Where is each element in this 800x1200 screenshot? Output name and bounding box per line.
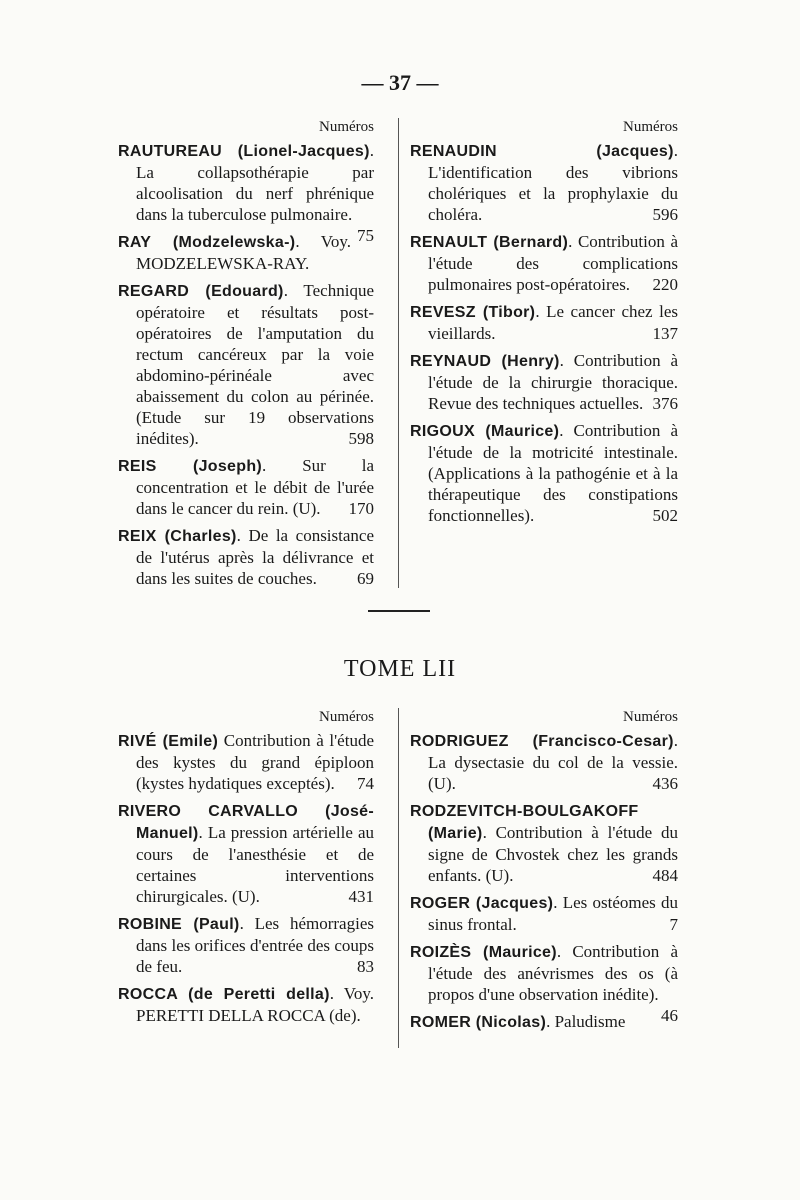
entry-text: . Le cancer chez les vieillards. (428, 302, 678, 343)
entry-text: Contribution à l'étude des kystes du grand épiploon (kystes hydatiques exceptés). (136, 731, 374, 793)
entry-number: 431 (348, 887, 374, 906)
entry-text: . Technique opératoire et résultats post-opératoires de l'amputation du rectum cancéreux par la voie abdomino-périnéale avec abaissement du colon au périnée. (Etude sur 19 observations inédites). (136, 281, 374, 448)
entry-name: ROIZÈS (Maurice) (410, 944, 557, 961)
entry-number: 69 (357, 569, 374, 588)
entry-number: 74 (357, 774, 374, 793)
entry-text: . Sur la concentration et le débit de l'urée dans le cancer du rein. (U). (136, 456, 374, 518)
entry-name: ROMER (Nicolas) (410, 1014, 547, 1031)
entry-text: . Contribution à l'étude des complications pulmonaires post-opératoires. (428, 232, 678, 294)
entry-name: RENAULT (Bernard) (410, 234, 569, 251)
bottom-left-column (118, 708, 374, 1032)
column-divider (398, 118, 399, 588)
entry-text: . La dysectasie du col de la vessie. (U). (428, 731, 678, 793)
entry-name: REIX (Charles) (118, 528, 237, 545)
entry-text: . Contribution à l'étude de la motricité intestinale. (Applications à la pathogénie et à la thérapeutique des constipations fonctionnelles). (428, 421, 678, 525)
tome-heading: TOME LII (343, 656, 457, 682)
index-entry (118, 280, 374, 449)
index-entry (410, 1011, 678, 1033)
numeros-header: Numéros (623, 709, 678, 725)
index-entry (410, 800, 678, 886)
entry-name: ROBINE (Paul) (118, 916, 240, 933)
entry-name: ROCCA (de Peretti della) (118, 986, 330, 1003)
entry-text: . Voy. PERETTI DELLA ROCCA (de). (136, 984, 374, 1025)
entry-text: . Paludisme (546, 1012, 626, 1031)
entry-number: 170 (348, 499, 374, 518)
index-entry (118, 231, 374, 274)
entry-number: 75 (357, 226, 374, 245)
entry-number: 436 (652, 774, 678, 793)
entry-text: . Les hémorragies dans les orifices d'entrée des coups de feu. (136, 914, 374, 976)
numeros-header: Numéros (623, 119, 678, 135)
entry-number: 502 (652, 506, 678, 525)
index-entry (410, 350, 678, 414)
index-entry (118, 913, 374, 977)
entry-name: REIS (Joseph) (118, 458, 263, 475)
numeros-header: Numéros (319, 119, 374, 135)
index-entry (410, 420, 678, 526)
entry-name: RENAUDIN (Jacques) (410, 143, 674, 160)
index-entry (118, 800, 374, 907)
column-divider (398, 708, 399, 1048)
numeros-header: Numéros (319, 709, 374, 725)
entry-text: . La collapsothérapie par alcoolisation du nerf phrénique dans la tuberculose pulmonaire. (136, 141, 374, 224)
entry-text: . Les ostéomes du sinus frontal. (428, 893, 678, 934)
entry-name: RAY (Modzelewska-) (118, 234, 296, 251)
entry-text: . De la consistance de l'utérus après la délivrance et dans les suites de couches. (136, 526, 375, 588)
entry-number: 596 (652, 205, 678, 224)
index-entry (410, 140, 678, 225)
entry-name: REYNAUD (Henry) (410, 353, 560, 370)
bottom-section (118, 708, 678, 1058)
entry-name: RIVÉ (Emile) (118, 733, 219, 750)
entry-text: . Contribution à l'étude de la chirurgie thoracique. Revue des techniques actuelles. (428, 351, 678, 413)
section-separator-rule (368, 610, 430, 612)
entry-number: 7 (669, 915, 678, 934)
index-entry (118, 455, 374, 519)
index-entry (410, 730, 678, 794)
entry-text: . Contribution à l'étude des anévrismes des os (à propos d'une observation inédite). (428, 942, 678, 1004)
entry-text: . Contribution à l'étude du signe de Chvostek chez les grands enfants. (U). (428, 823, 678, 885)
top-right-column (410, 118, 678, 532)
entry-name: ROGER (Jacques) (410, 895, 554, 912)
entry-name: REVESZ (Tibor) (410, 304, 536, 321)
entry-text: . L'identification des vibrions cholériques et la prophylaxie du choléra. (428, 141, 678, 224)
entry-text: . Voy. MODZELEWSKA-RAY. (136, 232, 351, 273)
index-entry (118, 983, 374, 1026)
entry-number: 46 (661, 1006, 678, 1025)
index-entry (410, 892, 678, 935)
index-entry (118, 525, 374, 589)
entry-number: 376 (652, 394, 678, 413)
entry-name: RIVERO CARVALLO (José-Manuel) (118, 803, 374, 842)
entry-number: 137 (652, 324, 678, 343)
page-number: — 37 — (361, 70, 439, 95)
entry-name: RODRIGUEZ (Francisco-Cesar) (410, 733, 674, 750)
entry-name: RODZEVITCH-BOULGAKOFF (Marie) (410, 803, 639, 842)
entry-number: 220 (652, 275, 678, 294)
entry-text: . La pression artérielle au cours de l'anesthésie et de certaines interventions chirurgicales. (U). (136, 823, 374, 906)
entry-number: 83 (357, 957, 374, 976)
index-entry (410, 231, 678, 295)
index-entry (410, 301, 678, 344)
entry-number: 484 (652, 866, 678, 885)
entry-number: 598 (348, 429, 374, 448)
entry-name: REGARD (Edouard) (118, 283, 284, 300)
top-left-column (118, 118, 374, 595)
top-section (118, 118, 678, 594)
entry-name: RIGOUX (Maurice) (410, 423, 560, 440)
entry-name: RAUTUREAU (Lionel-Jacques) (118, 143, 370, 160)
index-entry (118, 730, 374, 794)
bottom-right-column (410, 708, 678, 1039)
